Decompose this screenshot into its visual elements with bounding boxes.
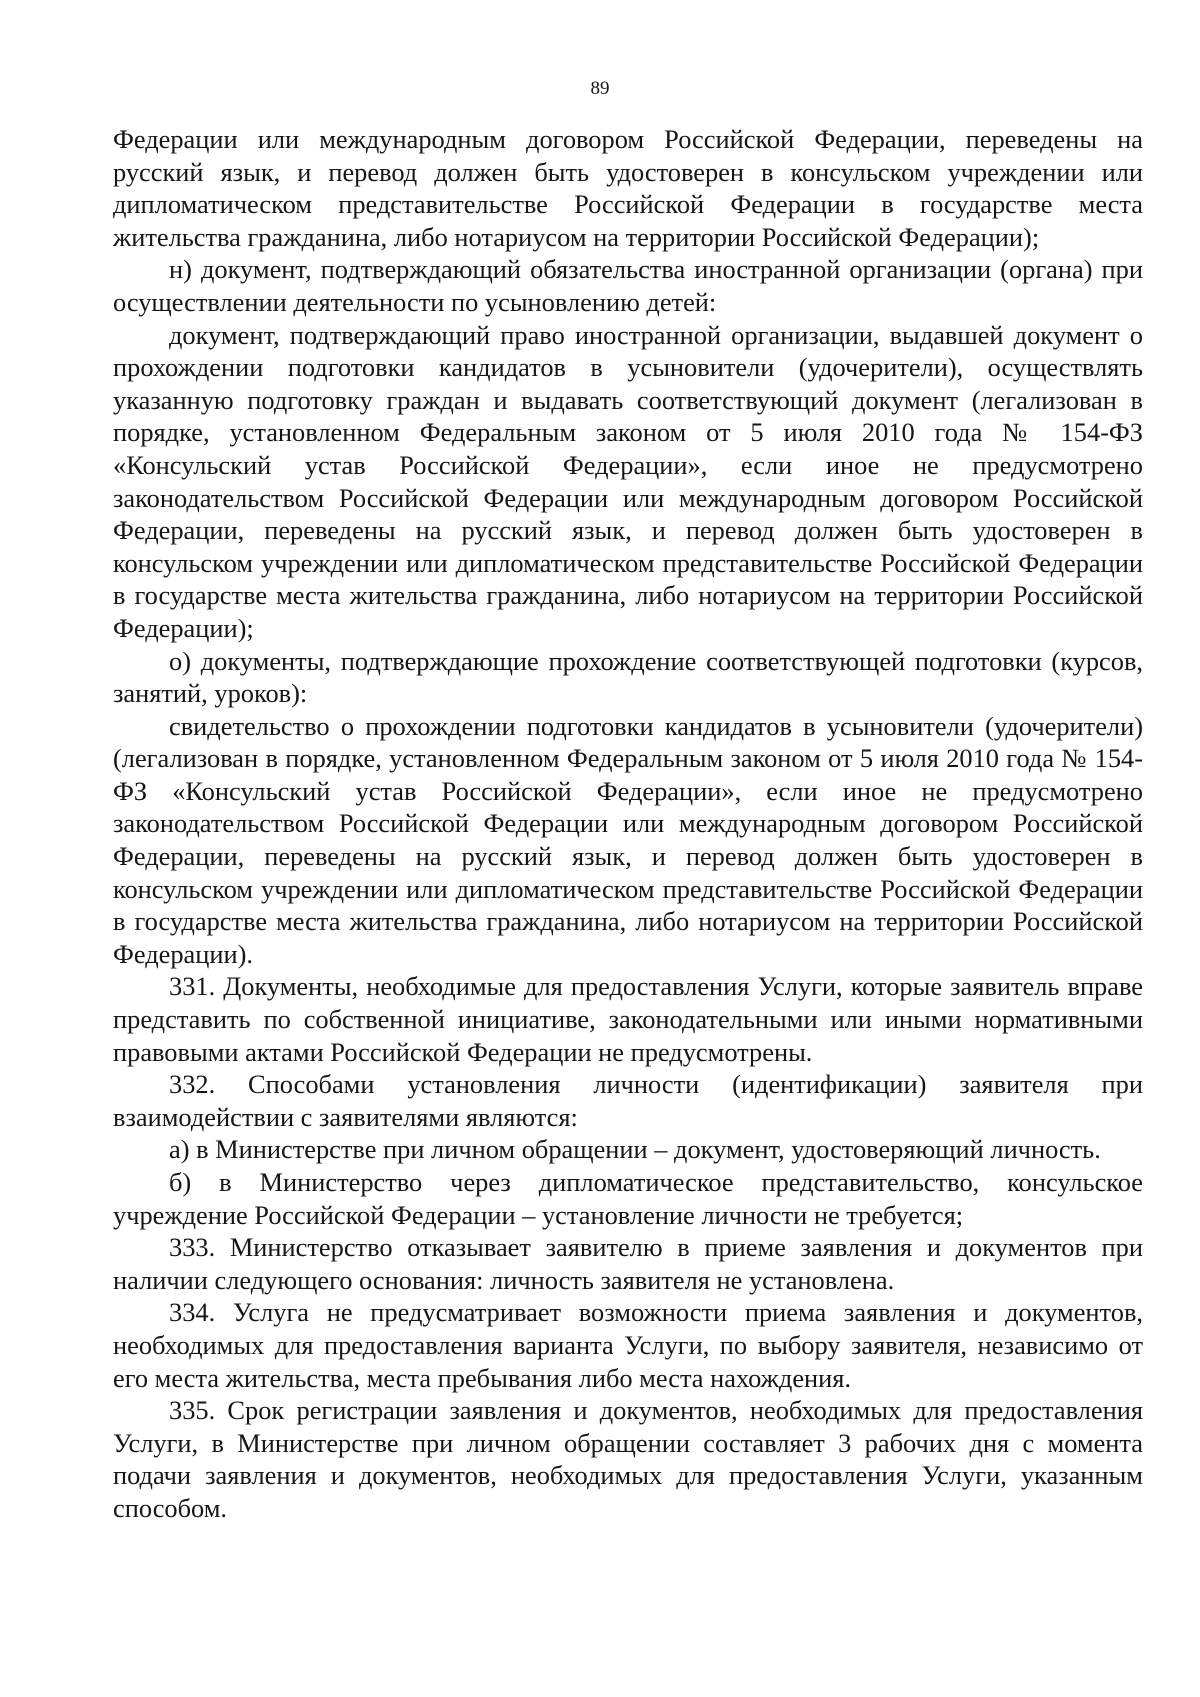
- paragraph-item-n: н) документ, подтверждающий обязательства иностранной организации (органа) при осуществлении деятельности по усыновлению детей:: [113, 254, 1143, 317]
- paragraph-332: 332. Способами установления личности (идентификации) заявителя при взаимодействии с заявителями являются:: [113, 1069, 1143, 1132]
- paragraph-333: 333. Министерство отказывает заявителю в приеме заявления и документов при наличии следующего основания: личность заявителя не установлена.: [113, 1232, 1143, 1295]
- paragraph-335: 335. Срок регистрации заявления и документов, необходимых для предоставления Услуги, в Министерстве при личном обращении составляет 3 рабочих дня с момента подачи заявления и документов, необходимых для предоставления Услуги, указанным способом.: [113, 1395, 1143, 1523]
- document-body: [113, 123, 1143, 1525]
- paragraph-item-o-detail: свидетельство о прохождении подготовки кандидатов в усыновители (удочерители) (легализован в порядке, установленном Федеральным законом от 5 июля 2010 года № 154-ФЗ «Консульский устав Российской Федерации», если иное не предусмотрено законодательством Российской Федерации или международным договором Российской Федерации, переведены на русский язык, и перевод должен быть удостоверен в консульском учреждении или дипломатическом представительстве Российской Федерации в государстве места жительства гражданина, либо нотариусом на территории Российской Федерации).: [113, 710, 1143, 969]
- paragraph-item-o: о) документы, подтверждающие прохождение соответствующей подготовки (курсов, занятий, уроков):: [113, 645, 1143, 709]
- paragraph-334: 334. Услуга не предусматривает возможности приема заявления и документов, необходимых для предоставления варианта Услуги, по выбору заявителя, независимо от его места жительства, места пребывания либо места нахождения.: [113, 1297, 1143, 1393]
- paragraph-332-b: б) в Министерство через дипломатическое представительство, консульское учреждение Российской Федерации – установление личности не требуется;: [113, 1167, 1143, 1230]
- page-number: 89: [590, 78, 610, 99]
- paragraph-continuation: Федерации или международным договором Российской Федерации, переведены на русский язык, и перевод должен быть удостоверен в консульском учреждении или дипломатическом представительстве Российской Федерации в государстве места жительства гражданина, либо нотариусом на территории Российской Федерации);: [113, 124, 1143, 252]
- paragraph-331: 331. Документы, необходимые для предоставления Услуги, которые заявитель вправе представить по собственной инициативе, законодательными или иными нормативными правовыми актами Российской Федерации не предусмотрены.: [113, 971, 1143, 1067]
- paragraph-332-a: а) в Министерстве при личном обращении – документ, удостоверяющий личность.: [169, 1134, 1101, 1165]
- paragraph-item-n-detail: документ, подтверждающий право иностранной организации, выдавшей документ о прохождении подготовки кандидатов в усыновители (удочерители), осуществлять указанную подготовку граждан и выдавать соответствующий документ (легализован в порядке, установленном Федеральным законом от 5 июля 2010 года № 154-ФЗ «Консульский устав Российской Федерации», если иное не предусмотрено законодательством Российской Федерации или международным договором Российской Федерации, переведены на русский язык, и перевод должен быть удостоверен в консульском учреждении или дипломатическом представительстве Российской Федерации в государстве места жительства гражданина, либо нотариусом на территории Российской Федерации);: [113, 319, 1143, 643]
